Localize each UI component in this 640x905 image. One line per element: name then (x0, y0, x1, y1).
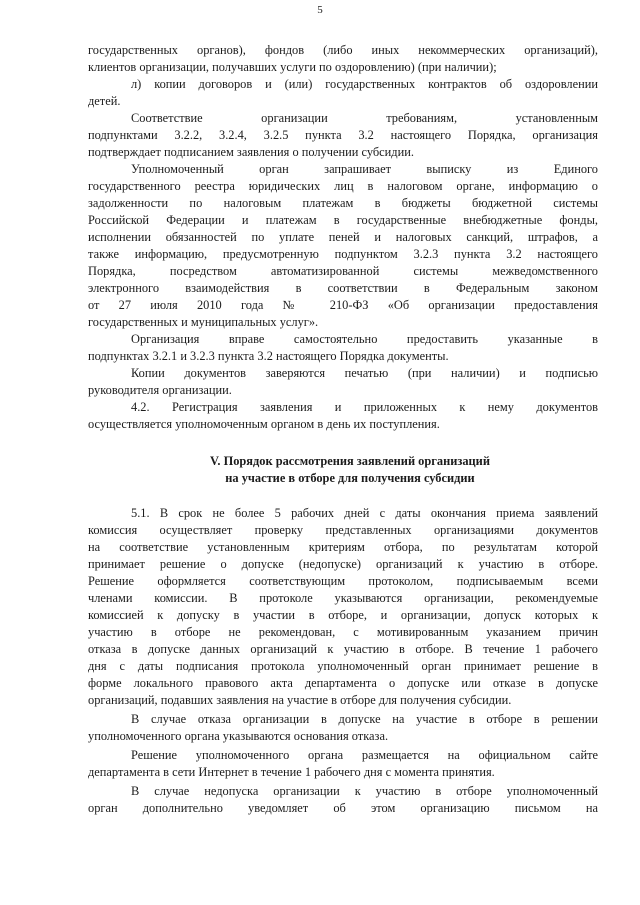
text-line: 4.2. Регистрация заявления и приложенных к нему документов (131, 400, 598, 414)
text-line: дня с даты подписания протокола уполномоченный орган принимает решение в (88, 659, 598, 673)
text-line: форме локального правового акта департамента о допуске или отказе в допуске (88, 676, 598, 690)
text-line: Уполномоченный орган запрашивает выписку из Единого (131, 162, 598, 176)
text-line: государственных органов), фондов (либо иных некоммерческих организаций), (88, 43, 598, 57)
text-line: на соответствие установленным критериям отбора, по результатам которой (88, 540, 598, 554)
text-line: уполномоченного органа указываются основания отказа. (88, 729, 389, 743)
text-line: организаций, подавших заявления на участие в отборе для получения субсидии. (88, 693, 512, 707)
text-line: подтверждает подписанием заявления о получении субсидии. (88, 145, 414, 159)
text-line: клиентов организации, получавших услуги по оздоровлению) (при наличии); (88, 60, 497, 74)
text-line: отказа в допуске данных организаций к участию в отборе. В течение 1 рабочего (88, 642, 598, 656)
text-line: комиссией к допуску в участии в отборе, и организации, допуск которых к (88, 608, 598, 622)
text-line: участию в отборе не рекомендован, с мотивированным указанием причин (88, 625, 598, 639)
text-line: осуществляется уполномоченным органом в день их поступления. (88, 417, 440, 431)
text-line: В случае отказа организации в допуске на участие в отборе в решении (131, 712, 598, 726)
text-line: Порядка, посредством автоматизированной системы межведомственного (88, 264, 598, 278)
text-line: Копии документов заверяются печатью (при наличии) и подписью (131, 366, 598, 380)
text-line: 5.1. В срок не более 5 рабочих дней с даты окончания приема заявлений (131, 506, 598, 520)
text-line: государственных и муниципальных услуг». (88, 315, 319, 329)
text-line: Организация вправе самостоятельно предоставить указанные в (131, 332, 598, 346)
text-line: подпунктами 3.2.2, 3.2.4, 3.2.5 пункта 3.2 настоящего Порядка, организация (88, 128, 598, 142)
text-line: также информацию, предусмотренную подпунктом 3.2.3 пункта 3.2 настоящего (88, 247, 598, 261)
text-line: департамента в сети Интернет в течение 1 рабочего дня с момента принятия. (88, 765, 495, 779)
text-line: членами комиссии. В протоколе указываются организации, рекомендуемые (88, 591, 598, 605)
text-line: принимает решение о допуске (недопуске) организаций к участию в отборе. (88, 557, 598, 571)
text-line: Российской Федерации и платежам в государственные внебюджетные фонды, (88, 213, 598, 227)
text-line: подпунктах 3.2.1 и 3.2.3 пункта 3.2 настоящего Порядка документы. (88, 349, 449, 363)
text-line: Решение оформляется соответствующим протоколом, подписываемым всеми (88, 574, 598, 588)
text-line: В случае недопуска организации к участию в отборе уполномоченный (131, 784, 598, 798)
text-line: Соответствие организации требованиям, установленным (131, 111, 598, 125)
text-line: детей. (88, 94, 121, 108)
text-line: электронного взаимодействия в соответствии в Федеральным законом (88, 281, 598, 295)
text-line: исполнении обязанностей по уплате пеней и налоговых санкций, штрафов, а (88, 230, 598, 244)
text-line: от 27 июля 2010 года № 210-ФЗ «Об организации предоставления (88, 298, 598, 312)
page-number: 5 (317, 4, 323, 16)
text-line: орган дополнительно уведомляет об этом организацию письмом на (88, 801, 598, 815)
text-line: руководителя организации. (88, 383, 232, 397)
section-heading: V. Порядок рассмотрения заявлений организаций (210, 454, 490, 468)
text-line: государственного реестра юридических лиц в налоговом органе, информацию о (88, 179, 598, 193)
text-line: задолженности по налоговым платежам в бюджеты бюджетной системы (88, 196, 598, 210)
text-line: л) копии договоров и (или) государственных контрактов об оздоровлении (131, 77, 598, 91)
text-line: Решение уполномоченного органа размещается на официальном сайте (131, 748, 598, 762)
text-line: комиссия осуществляет проверку представленных организациями документов (88, 523, 598, 537)
section-heading: на участие в отборе для получения субсидии (225, 471, 475, 485)
